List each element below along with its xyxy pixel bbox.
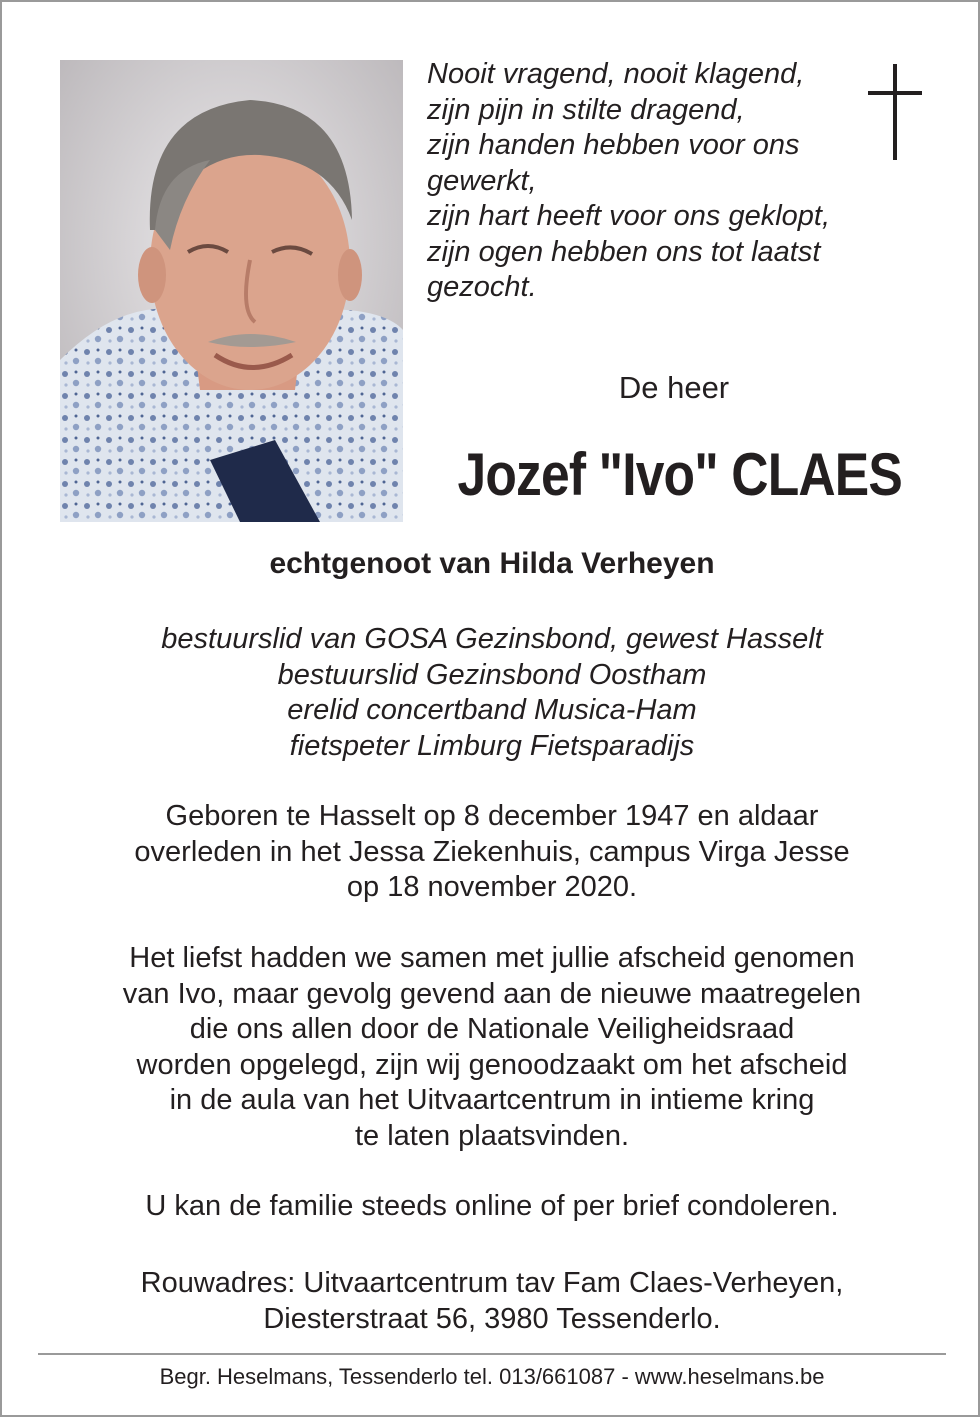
- spouse-line: echtgenoot van Hilda Verheyen: [269, 547, 715, 580]
- birth-death-text: [2, 799, 980, 906]
- function-item: erelid concertband Musica-Ham: [287, 694, 697, 726]
- text-line: Het liefst hadden we samen met jullie afscheid genomen: [129, 942, 855, 974]
- poem-line: zijn pijn in stilte dragend,: [427, 93, 745, 126]
- funeral-home-footer: Begr. Heselmans, Tessenderlo tel. 013/661087 - www.heselmans.be: [159, 1364, 825, 1389]
- poem-line: zijn ogen hebben ons tot laatst: [427, 235, 821, 268]
- function-item: fietspeter Limburg Fietsparadijs: [289, 729, 695, 762]
- text-line: Geboren te Hasselt op 8 december 1947 en aldaar: [165, 800, 819, 832]
- portrait-photo: [60, 60, 403, 522]
- mourning-address: [2, 1266, 980, 1337]
- poem: [427, 57, 867, 306]
- poem-line: zijn hart heeft voor ons geklopt,: [427, 200, 831, 232]
- text-line: Rouwadres: Uitvaartcentrum tav Fam Claes-Verheyen,: [140, 1267, 844, 1299]
- poem-line: Nooit vragend, nooit klagend,: [427, 58, 805, 90]
- text-line: worden opgelegd, zijn wij genoodzaakt om het afscheid: [136, 1048, 848, 1081]
- cross-icon: [868, 64, 922, 160]
- footer-divider: [38, 1353, 946, 1355]
- poem-line: gezocht.: [427, 271, 537, 303]
- function-item: bestuurslid van GOSA Gezinsbond, gewest Hasselt: [161, 623, 823, 655]
- text-line: op 18 november 2020.: [346, 871, 638, 903]
- condolence-text: U kan de familie steeds online of per brief condoleren.: [145, 1190, 839, 1222]
- text-line: te laten plaatsvinden.: [354, 1119, 630, 1152]
- farewell-text: [2, 941, 980, 1154]
- poem-line: zijn handen hebben voor ons: [427, 129, 800, 161]
- text-line: in de aula van het Uitvaartcentrum in intieme kring: [169, 1084, 815, 1116]
- honorific: De heer: [618, 370, 730, 405]
- text-line: van Ivo, maar gevolg gevend aan de nieuwe maatregelen: [122, 977, 862, 1010]
- deceased-name: Jozef "Ivo" CLAES: [457, 441, 902, 508]
- text-line: Diesterstraat 56, 3980 Tessenderlo.: [263, 1302, 721, 1335]
- poem-line: gewerkt,: [427, 164, 537, 197]
- text-line: overleden in het Jessa Ziekenhuis, campus Virga Jesse: [134, 835, 850, 868]
- function-item: bestuurslid Gezinsbond Oostham: [277, 658, 707, 691]
- functions-list: [2, 622, 980, 764]
- portrait-illustration: [60, 60, 403, 522]
- text-line: die ons allen door de Nationale Veiligheidsraad: [189, 1013, 795, 1045]
